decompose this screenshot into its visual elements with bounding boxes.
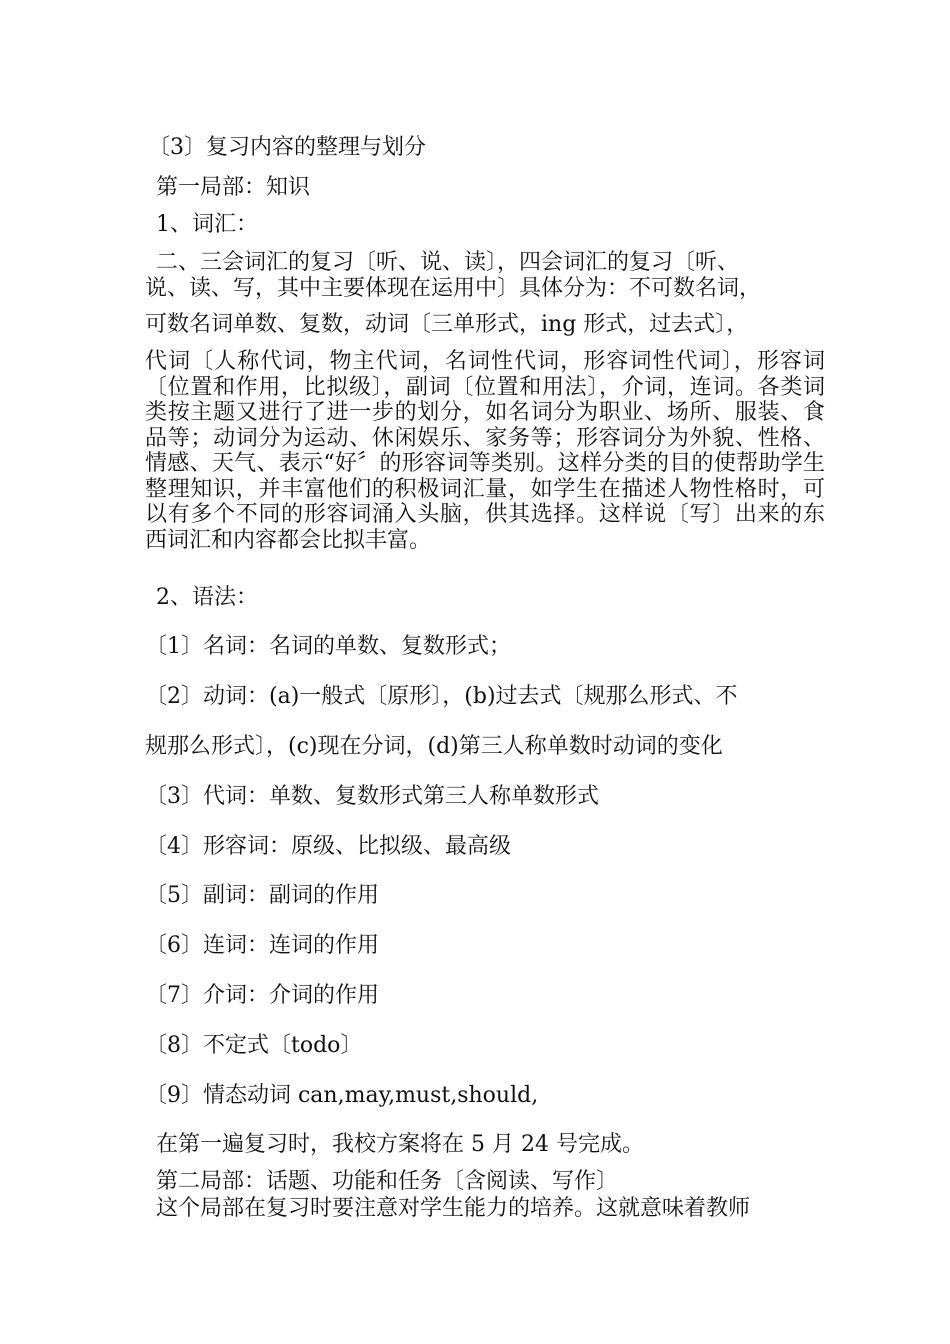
grammar-item-1: 〔1〕名词：名词的单数、复数形式；: [145, 634, 511, 659]
grammar-item-4: 〔4〕形容词：原级、比拟级、最高级: [145, 834, 511, 859]
grammar-item-5: 〔5〕副词：副词的作用: [145, 883, 379, 908]
grammar-item-6: 〔6〕连词：连词的作用: [145, 933, 379, 958]
section-heading: 〔3〕复习内容的整理与划分: [148, 135, 426, 160]
vocab-title: 1、词汇：: [156, 212, 258, 237]
part2-intro: 这个局部在复习时要注意对学生能力的培养。这就意味着教师: [156, 1196, 751, 1221]
grammar-item-8: 〔8〕不定式〔todo〕: [145, 1033, 363, 1058]
grammar-item-2a: 〔2〕动词：(a)一般式〔原形〕，(b)过去式〔规那么形式、不: [145, 684, 738, 709]
part1-title: 第一局部：知识: [156, 175, 311, 200]
schedule-note: 在第一遍复习时，我校方案将在 5 月 24 号完成。: [156, 1132, 644, 1157]
grammar-item-7: 〔7〕介词：介词的作用: [145, 983, 379, 1008]
grammar-title: 2、语法：: [156, 585, 258, 610]
vocab-intro-line-3: 可数名词单数、复数，动词〔三单形式，ing 形式，过去式〕，: [145, 312, 749, 337]
grammar-item-3: 〔3〕代词：单数、复数形式第三人称单数形式: [145, 784, 599, 809]
vocab-detail-paragraph: 代词〔人称代词，物主代词，名词性代词，形容词性代词〕，形容词〔位置和作用，比拟级〕，副词〔位置和用法〕，介词，连词。各类词类按主题又进行了进一步的划分，如名词分为职业、场所、服装、食品等；动词分为运动、休闲娱乐、家务等；形容词分为外貌、性格、情感、天气、表示“好〞的形容词等类别。这样分类的目的使帮助学生整理知识，并丰富他们的积极词汇量，如学生在描述人物性格时，可以有多个不同的形容词涌入头脑，供其选择。这样说〔写〕出来的东西词汇和内容都会比拟丰富。: [145, 349, 825, 553]
vocab-intro-line-1: 二、三会词汇的复习〔听、说、读〕，四会词汇的复习〔听、: [156, 250, 740, 275]
grammar-item-2b: 规那么形式〕，(c)现在分词，(d)第三人称单数时动词的变化: [145, 734, 723, 759]
vocab-intro-line-2: 说、读、写，其中主要体现在运用中〕具体分为：不可数名词，: [145, 276, 762, 301]
part2-title: 第二局部：话题、功能和任务〔含阅读、写作〕: [156, 1169, 619, 1194]
grammar-item-9: 〔9〕情态动词 can,may,must,should,: [145, 1083, 539, 1108]
